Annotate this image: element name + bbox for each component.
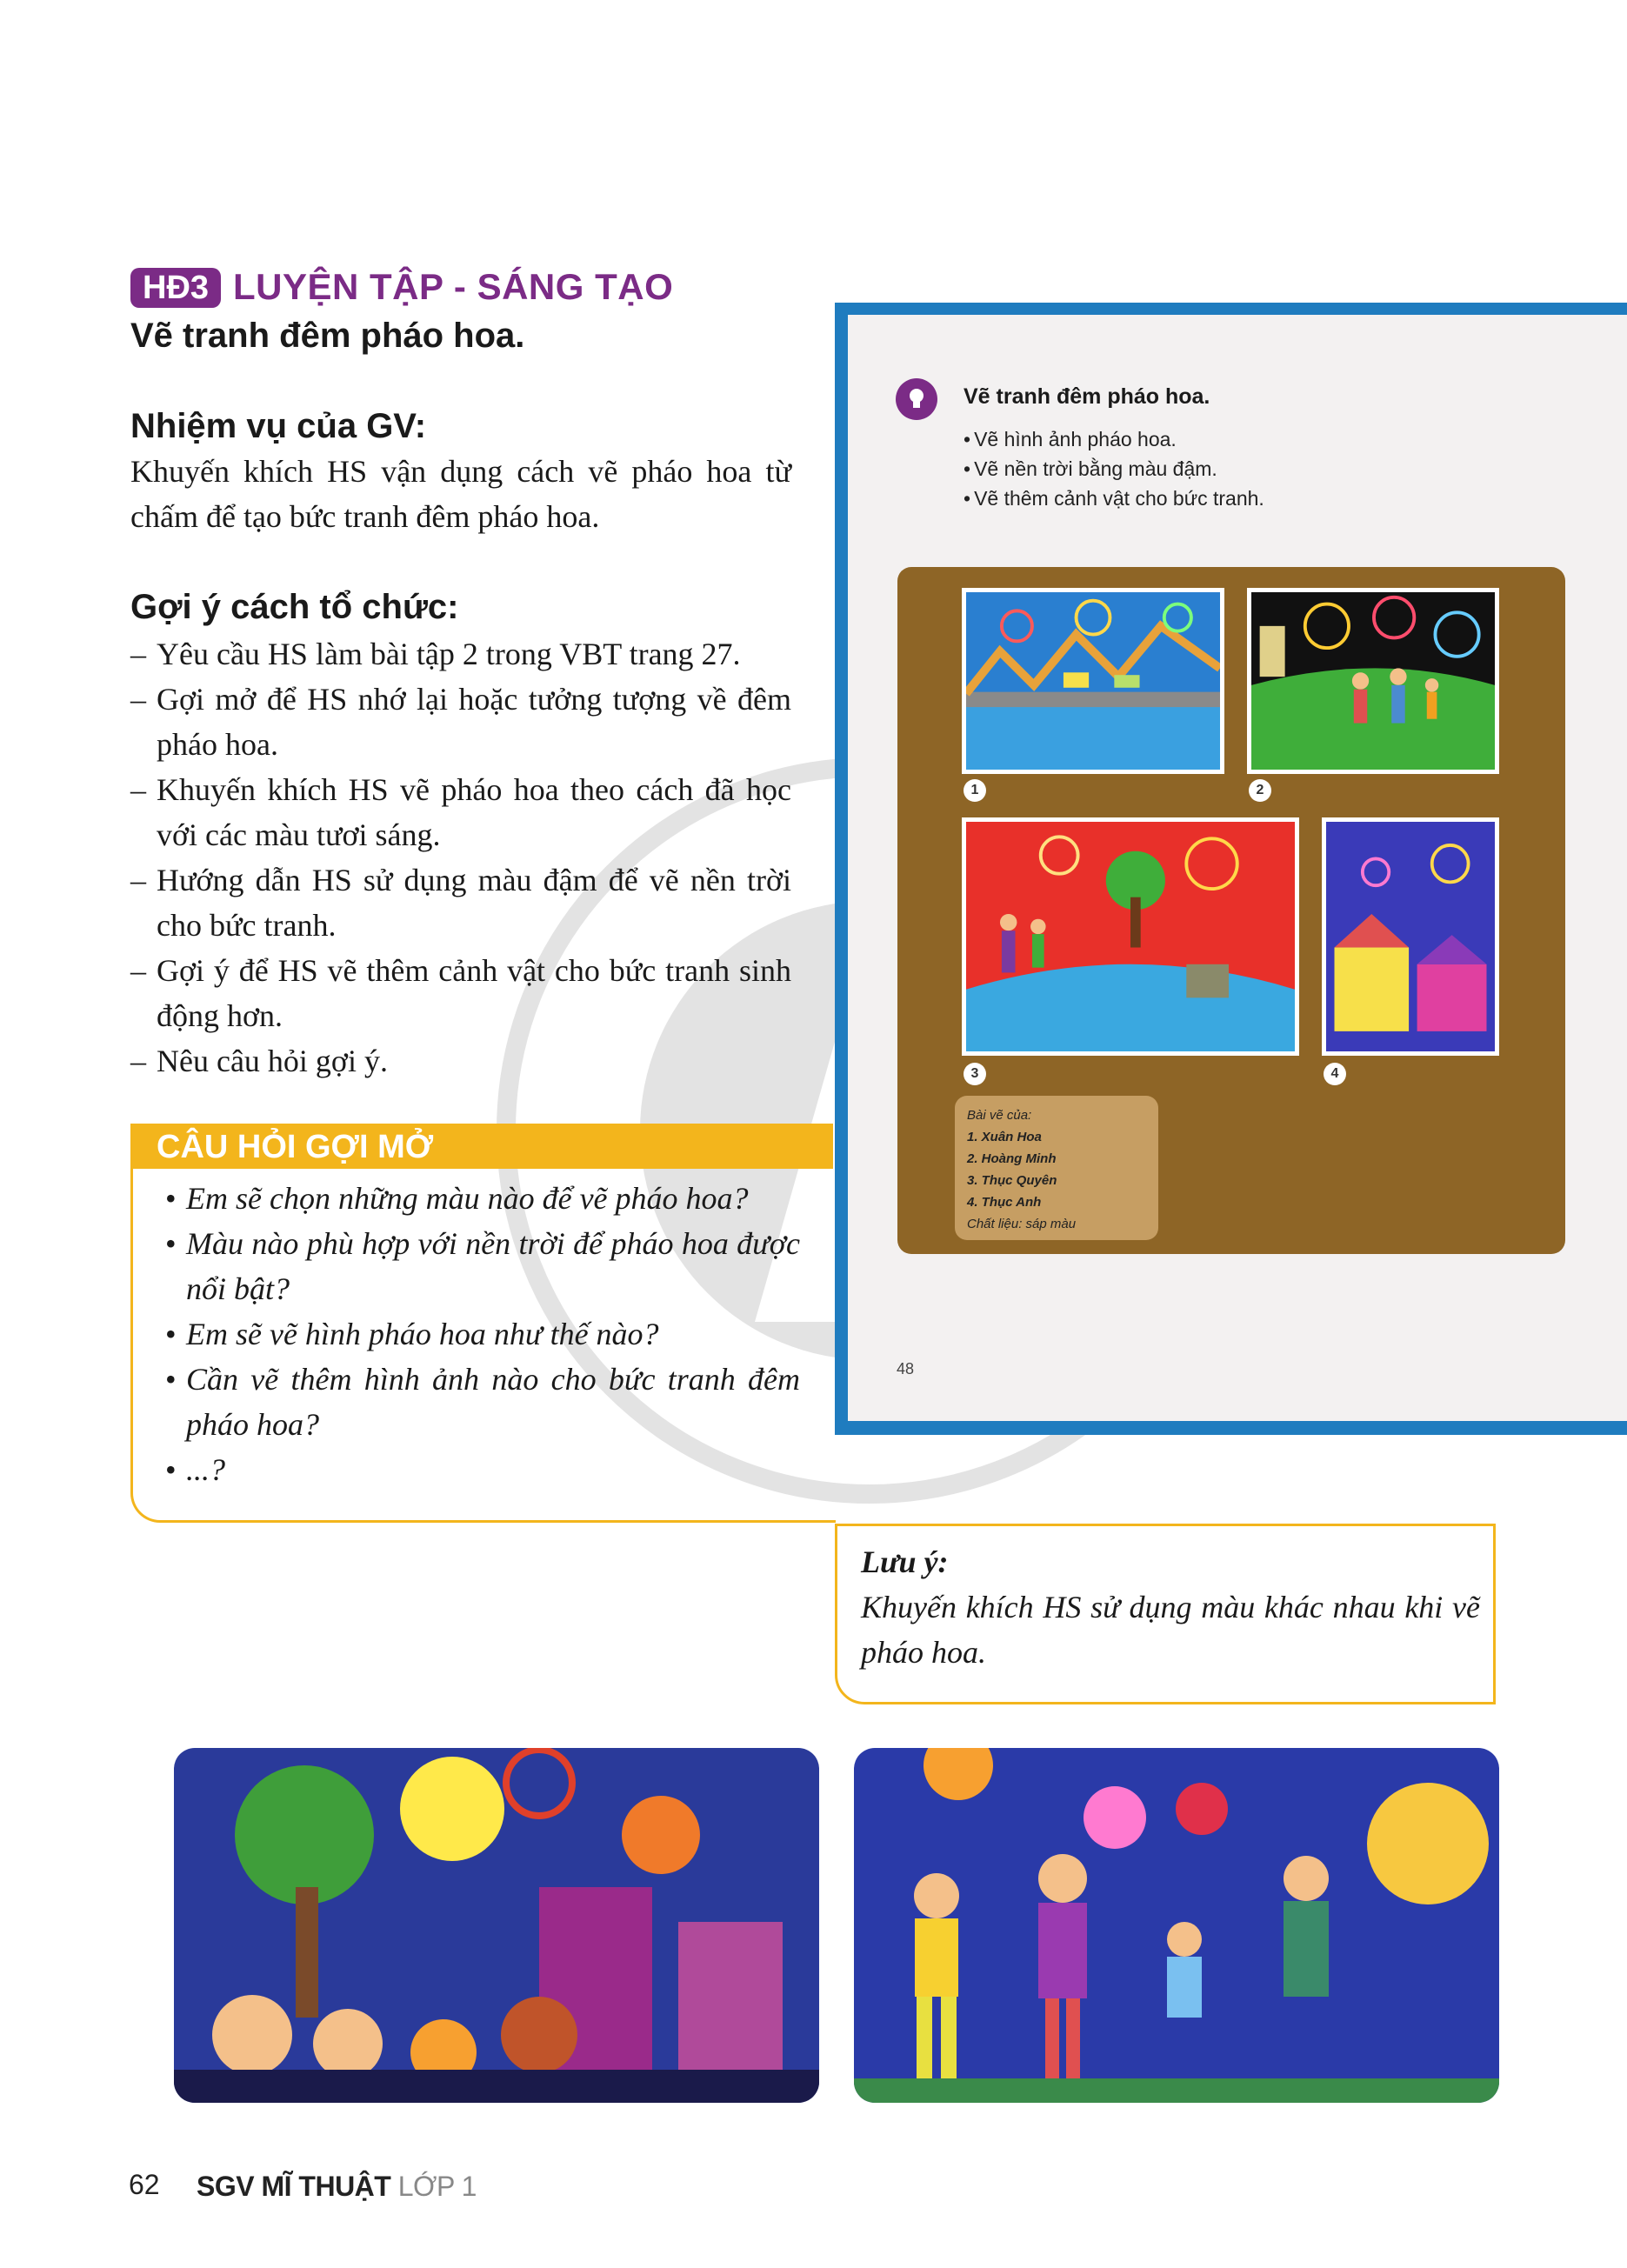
artwork-2 [1247, 588, 1499, 774]
note-text: Khuyến khích HS sử dụng màu khác nhau khi vẽ pháo hoa. [861, 1590, 1480, 1670]
credit-name: 2. Hoàng Minh [967, 1151, 1057, 1166]
organization-heading: Gợi ý cách tổ chức: [130, 588, 459, 626]
credits-label: Bài vẽ của: [967, 1108, 1032, 1123]
artwork-number-2: 2 [1249, 779, 1271, 802]
artwork-credits [955, 1096, 1158, 1240]
artwork-number-1: 1 [964, 779, 986, 802]
list-item: – Gợi mở để HS nhớ lại hoặc tưởng tượng về đêm pháo hoa. [130, 677, 791, 767]
book-grade: LỚP 1 [397, 2171, 477, 2202]
textbook-page-number: 48 [897, 1360, 915, 1377]
list-item: – Gợi ý để HS vẽ thêm cảnh vật cho bức tranh sinh động hơn. [130, 948, 791, 1038]
list-item: – Hướng dẫn HS sử dụng màu đậm để vẽ nền trời cho bức tranh. [130, 857, 791, 948]
question-item: • ...? [174, 1447, 800, 1492]
artwork-4 [1322, 817, 1499, 1056]
list-item: – Nêu câu hỏi gợi ý. [130, 1038, 791, 1084]
artwork-number-3: 3 [964, 1063, 986, 1085]
activity-title: LUYỆN TẬP - SÁNG TẠO [233, 266, 674, 307]
question-item: • Cần vẽ thêm hình ảnh nào cho bức tranh đêm pháo hoa? [174, 1357, 800, 1447]
artwork-1 [962, 588, 1224, 774]
page-number: 62 [129, 2169, 160, 2200]
list-item: – Khuyến khích HS vẽ pháo hoa theo cách đã học với các màu tươi sáng. [130, 767, 791, 857]
question-item: • Em sẽ vẽ hình pháo hoa như thế nào? [174, 1311, 800, 1357]
book-title-text: SGV MĨ THUẬT [197, 2171, 391, 2202]
credits-material: Chất liệu: sáp màu [967, 1217, 1077, 1231]
lightbulb-icon [896, 378, 937, 420]
teacher-task-heading: Nhiệm vụ của GV: [130, 407, 427, 445]
list-item: – Yêu cầu HS làm bài tập 2 trong VBT trang 27. [130, 631, 791, 677]
textbook-title: Vẽ tranh đêm pháo hoa. [964, 384, 1210, 409]
organization-list [130, 631, 791, 1084]
textbook-list-item: • Vẽ thêm cảnh vật cho bức tranh. [964, 484, 1264, 513]
artwork-3 [962, 817, 1299, 1056]
credit-name: 4. Thục Anh [967, 1195, 1042, 1210]
painting-family-fireworks [854, 1748, 1499, 2103]
textbook-list-item: • Vẽ nền trời bằng màu đậm. [964, 454, 1264, 484]
question-item: • Màu nào phù hợp với nền trời để pháo hoa được nổi bật? [174, 1221, 800, 1311]
teacher-task-paragraph: Khuyến khích HS vận dụng cách vẽ pháo hoa từ chấm để tạo bức tranh đêm pháo hoa. [130, 454, 791, 534]
question-box-title: CÂU HỎI GỢI MỞ [157, 1129, 434, 1165]
book-title [197, 2171, 477, 2203]
activity-subtitle: Vẽ tranh đêm pháo hoa. [130, 317, 525, 355]
credit-name: 1. Xuân Hoa [967, 1130, 1042, 1144]
question-list [174, 1176, 800, 1492]
activity-badge: HĐ3 [130, 268, 221, 308]
painting-fireworks-city [174, 1748, 819, 2103]
textbook-list-item: • Vẽ hình ảnh pháo hoa. [964, 424, 1264, 454]
teacher-task-text [130, 449, 791, 539]
question-item: • Em sẽ chọn những màu nào để vẽ pháo hoa? [174, 1176, 800, 1221]
note-label: Lưu ý: [861, 1544, 949, 1579]
artwork-number-4: 4 [1324, 1063, 1346, 1085]
credit-name: 3. Thục Quyên [967, 1173, 1057, 1188]
textbook-list [964, 424, 1264, 513]
